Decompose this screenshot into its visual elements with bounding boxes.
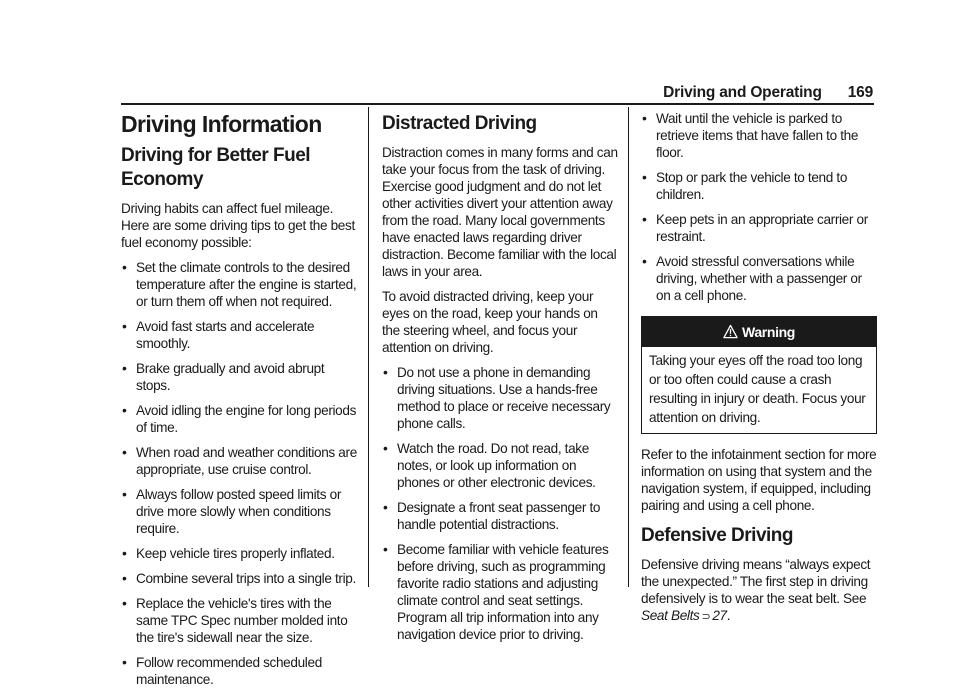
defensive-end: . [726, 608, 731, 623]
page-header [663, 84, 873, 102]
warning-header [642, 317, 876, 347]
warning-icon [723, 324, 738, 339]
defensive-text: Defensive driving means “always expect the unexpected.” The first step in driving defensively is to wear the seat belt. See [641, 557, 871, 606]
page-title: Driving Information [121, 111, 322, 137]
column-2 [382, 110, 618, 651]
list-item: • Watch the road. Do not read, take notes, or look up information on phones or other electronic devices. [382, 440, 618, 491]
column-1 [121, 110, 357, 696]
column-divider-1 [368, 107, 369, 587]
list-item: • Set the climate controls to the desired temperature after the engine is started, or turn them off when not required. [121, 259, 357, 310]
distracted-para-1: Distraction comes in many forms and can take your focus from the task of driving. Exercise good judgment and do not let other activities divert your attention away from the road. Many local governments have enacted laws regarding driver distraction. Become familiar with the local laws in your area. [382, 145, 618, 279]
distracted-tips-list [382, 364, 618, 643]
infotainment-para: Refer to the infotainment section for more information on using that system and the navigation system, if equipped, including pairing and using a cell phone. [641, 447, 877, 513]
section-heading-distracted-driving: Distracted Driving [382, 113, 537, 134]
list-item: • When road and weather conditions are appropriate, use cruise control. [121, 444, 357, 478]
list-item: • Avoid fast starts and accelerate smoothly. [121, 318, 357, 352]
list-item: • Always follow posted speed limits or drive more slowly when conditions require. [121, 486, 357, 537]
warning-box [641, 316, 877, 434]
page-number: 169 [847, 84, 873, 101]
list-item: • Become familiar with vehicle features before driving, such as programming favorite radio stations and adjusting climate control and seat settings. Program all trip information into any navigation device prior to driving. [382, 541, 618, 643]
list-item: • Follow recommended scheduled maintenance. [121, 654, 357, 688]
seat-belts-link[interactable] [641, 608, 727, 623]
warning-text: Taking your eyes off the road too long or too often could cause a crash resulting in injury or death. Focus your attention on driving. [649, 353, 866, 425]
column-3 [641, 110, 877, 634]
column-divider-2 [628, 107, 629, 587]
distracted-tips-list-continued [641, 110, 877, 304]
seat-belts-link-label: Seat Belts [641, 608, 700, 623]
list-item: • Brake gradually and avoid abrupt stops. [121, 360, 357, 394]
fuel-intro: Driving habits can affect fuel mileage. Here are some driving tips to get the best fuel economy possible: [121, 201, 355, 250]
section-title: Driving and Operating [663, 84, 822, 101]
page-reference-icon: ⊃ [701, 611, 711, 623]
distracted-para-2: To avoid distracted driving, keep your eyes on the road, keep your hands on the steering wheel, and focus your attention on driving. [382, 289, 598, 355]
warning-title: Warning [741, 324, 796, 340]
list-item: • Keep pets in an appropriate carrier or restraint. [641, 211, 877, 245]
list-item: • Designate a front seat passenger to handle potential distractions. [382, 499, 618, 533]
list-item: • Replace the vehicle's tires with the same TPC Spec number molded into the tire's sidewall near the size. [121, 595, 357, 646]
list-item: • Stop or park the vehicle to tend to children. [641, 169, 877, 203]
header-rule [121, 103, 874, 105]
section-heading-defensive-driving: Defensive Driving [641, 525, 793, 546]
list-item: • Wait until the vehicle is parked to retrieve items that have fallen to the floor. [641, 110, 877, 161]
seat-belts-page: 27 [712, 608, 727, 623]
list-item: • Avoid stressful conversations while driving, whether with a passenger or on a cell phone. [641, 253, 877, 304]
section-heading-fuel-economy: Driving for Better Fuel Economy [121, 145, 311, 190]
fuel-tips-list [121, 259, 357, 688]
list-item: • Do not use a phone in demanding driving situations. Use a hands-free method to place or receive necessary phone calls. [382, 364, 618, 432]
list-item: • Combine several trips into a single trip. [121, 570, 357, 587]
list-item: • Avoid idling the engine for long periods of time. [121, 402, 357, 436]
defensive-para [641, 556, 877, 626]
list-item: • Keep vehicle tires properly inflated. [121, 545, 357, 562]
